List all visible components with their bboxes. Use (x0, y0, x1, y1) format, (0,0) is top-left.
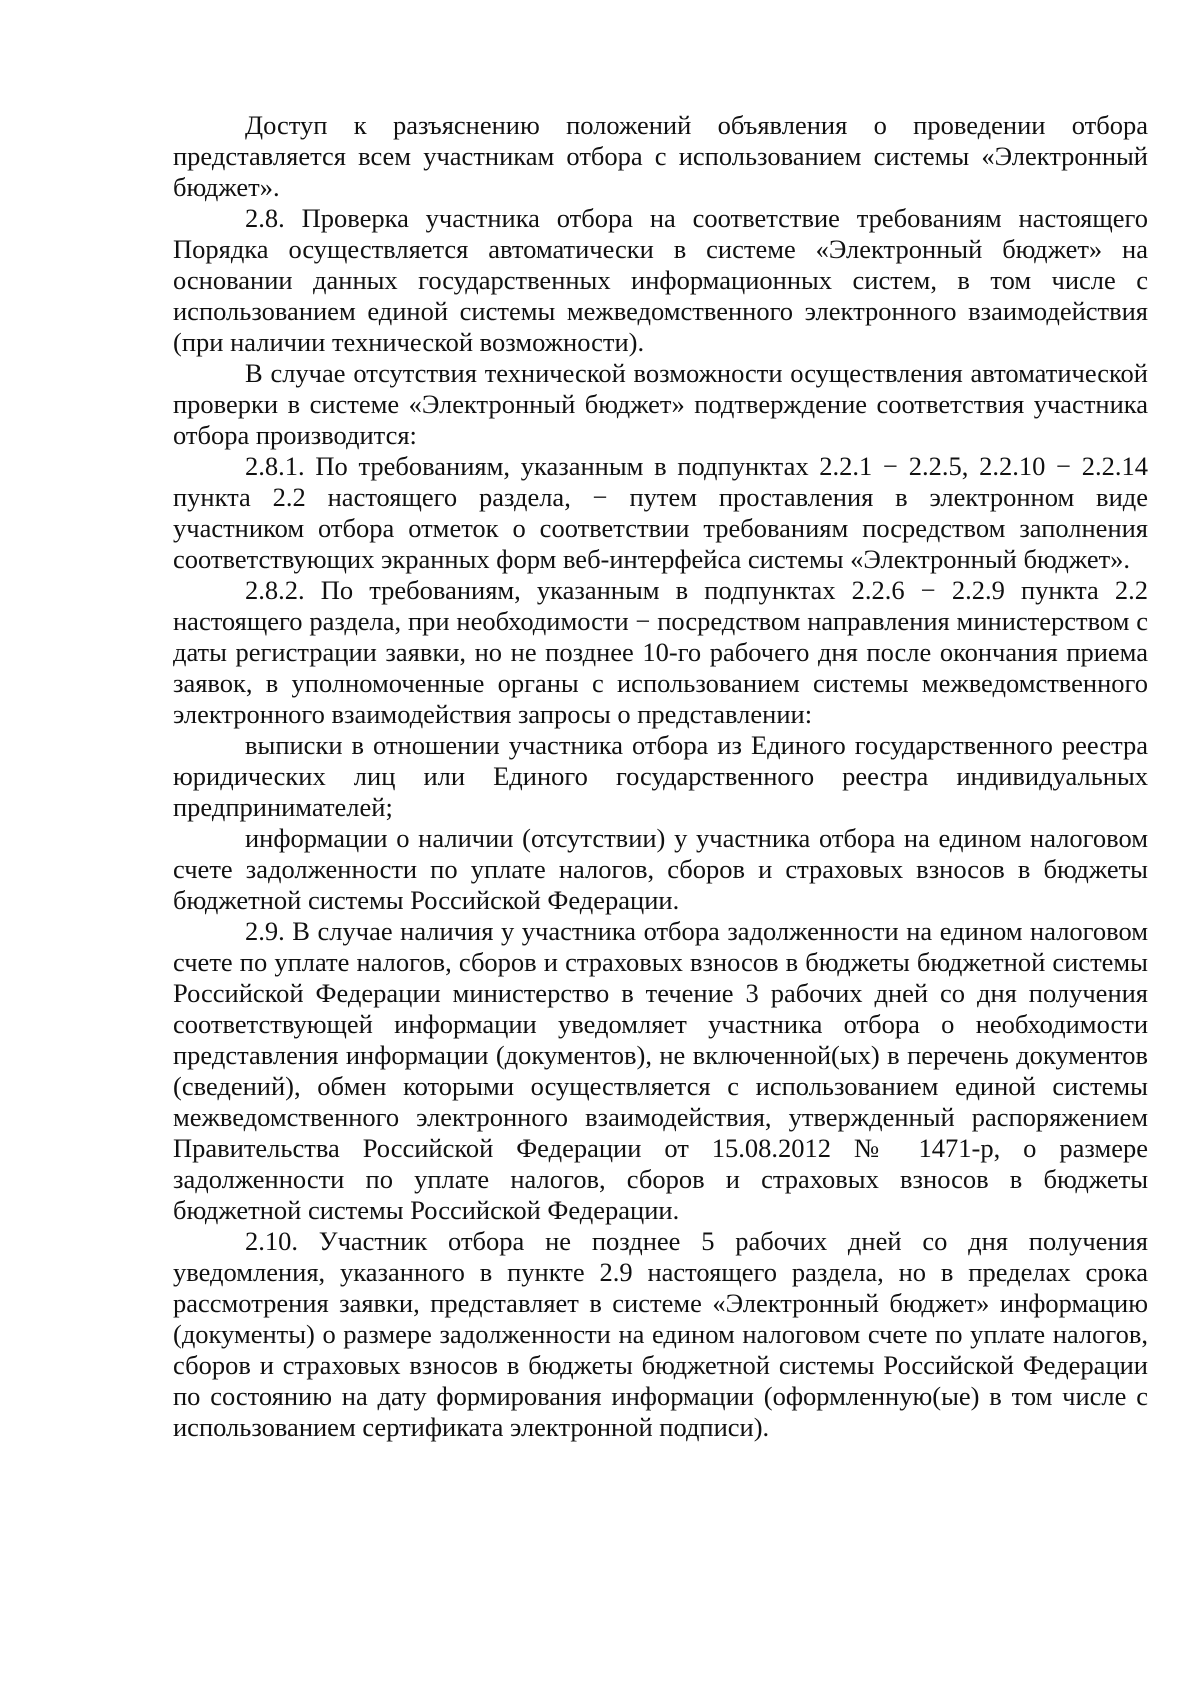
paragraph-tax-info-request: информации о наличии (отсутствии) у участника отбора на едином налоговом счете задолженности по уплате налогов, сборов и страховых взносов в бюджеты бюджетной системы Российской Федерации. (173, 823, 1148, 915)
paragraph-access-clarification: Доступ к разъяснению положений объявления о проведении отбора представляется всем участникам отбора с использованием системы «Электронный бюджет». (173, 110, 1148, 202)
paragraph-2-9: 2.9. В случае наличия у участника отбора задолженности на едином налоговом счете по уплате налогов, сборов и страховых взносов в бюджеты бюджетной системы Российской Федерации министерство в течение 3 рабочих дней со дня получения соответствующей информации уведомляет участника отбора о необходимости представления информации (документов), не включенной(ых) в перечень документов (сведений), обмен которыми осуществляется с использованием единой системы межведомственного электронного взаимодействия, утвержденный распоряжением Правительства Российской Федерации от 15.08.2012 № 1471-р, о размере задолженности по уплате налогов, сборов и страховых взносов в бюджеты бюджетной системы Российской Федерации. (173, 916, 1148, 1225)
paragraph-2-8-2: 2.8.2. По требованиям, указанным в подпунктах 2.2.6 − 2.2.9 пункта 2.2 настоящего раздела, при необходимости − посредством направления министерством с даты регистрации заявки, но не позднее 10-го рабочего дня после окончания приема заявок, в уполномоченные органы с использованием системы межведомственного электронного взаимодействия запросы о представлении: (173, 575, 1148, 729)
paragraph-no-technical-possibility: В случае отсутствия технической возможности осуществления автоматической проверки в системе «Электронный бюджет» подтверждение соответствия участника отбора производится: (173, 358, 1148, 450)
paragraph-2-8-1: 2.8.1. По требованиям, указанным в подпунктах 2.2.1 − 2.2.5, 2.2.10 − 2.2.14 пункта 2.2 настоящего раздела, − путем проставления в электронном виде участником отбора отметок о соответствии требованиям посредством заполнения соответствующих экранных форм веб-интерфейса системы «Электронный бюджет». (173, 451, 1148, 574)
paragraph-extract-request: выписки в отношении участника отбора из Единого государственного реестра юридических лиц или Единого государственного реестра индивидуальных предпринимателей; (173, 730, 1148, 822)
paragraph-2-10: 2.10. Участник отбора не позднее 5 рабочих дней со дня получения уведомления, указанного в пункте 2.9 настоящего раздела, но в пределах срока рассмотрения заявки, представляет в системе «Электронный бюджет» информацию (документы) о размере задолженности на едином налоговом счете по уплате налогов, сборов и страховых взносов в бюджеты бюджетной системы Российской Федерации по состоянию на дату формирования информации (оформленную(ые) в том числе с использованием сертификата электронной подписи). (173, 1226, 1148, 1442)
document-page (173, 110, 1148, 1443)
paragraph-2-8: 2.8. Проверка участника отбора на соответствие требованиям настоящего Порядка осуществляется автоматически в системе «Электронный бюджет» на основании данных государственных информационных систем, в том числе с использованием единой системы межведомственного электронного взаимодействия (при наличии технической возможности). (173, 203, 1148, 357)
